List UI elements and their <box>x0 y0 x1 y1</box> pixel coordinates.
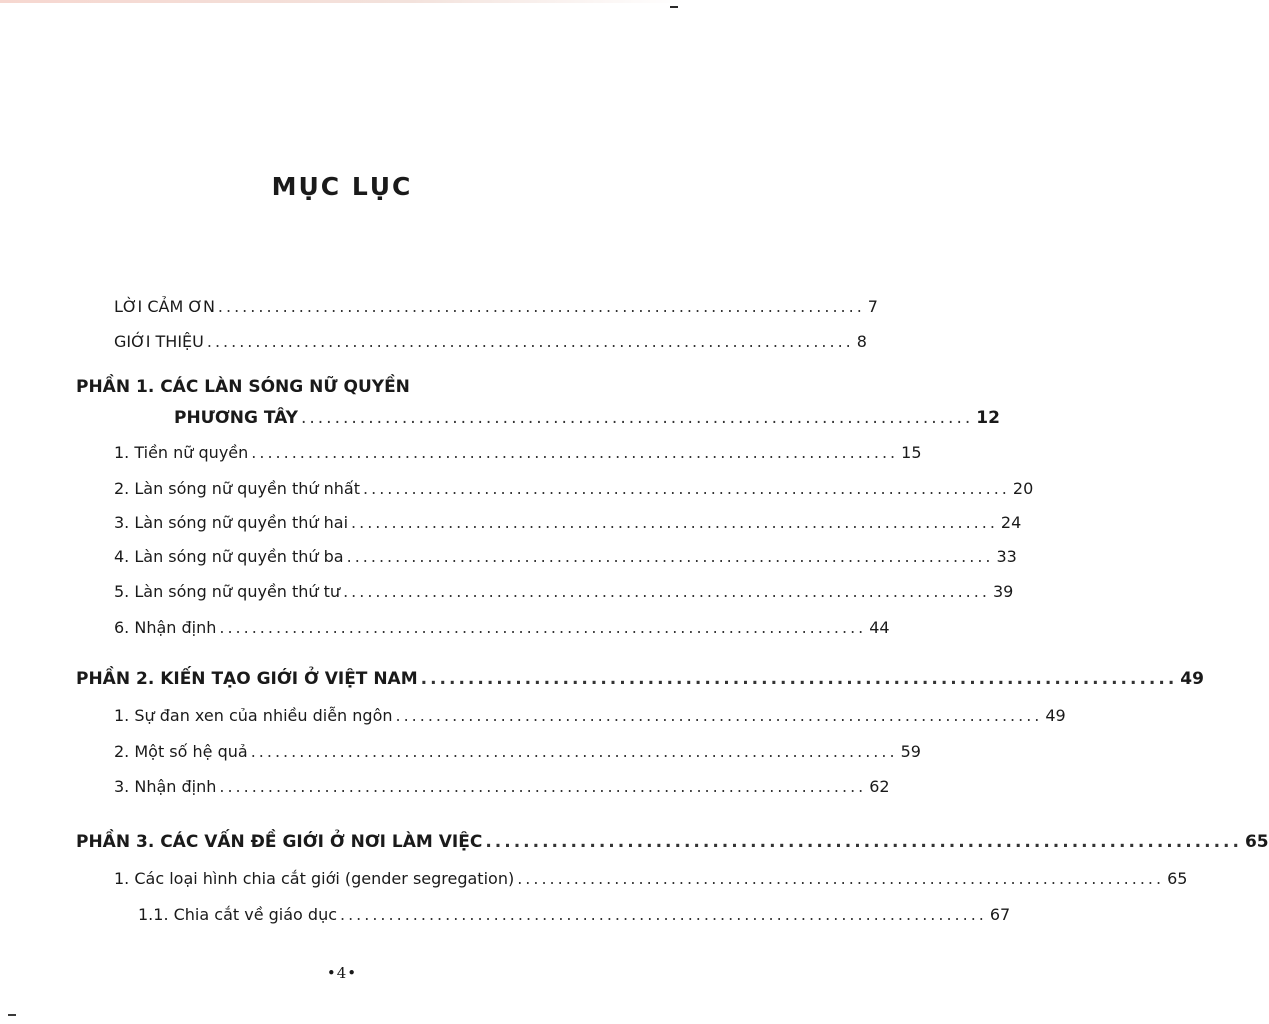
toc-entry-page: 8 <box>856 332 867 351</box>
toc-entry-acknowledgements <box>114 297 878 317</box>
crop-mark-bottom-left <box>8 1014 16 1016</box>
toc-entry <box>114 869 1188 889</box>
leader-dots: ................................................................................ <box>217 297 865 316</box>
toc-entry <box>114 618 890 638</box>
part1-title-line1: PHẦN 1. CÁC LÀN SÓNG NỮ QUYỀN <box>76 377 410 397</box>
leader-dots: ................................................................................ <box>206 332 854 351</box>
leader-dots: ................................................................................ <box>219 618 867 637</box>
toc-entry-label: 1. Tiền nữ quyền <box>114 443 249 462</box>
toc-entry-label: 1. Các loại hình chia cắt giới (gender segregation) <box>114 869 515 888</box>
toc-entry <box>138 905 1011 925</box>
toc-entry-label: 5. Làn sóng nữ quyền thứ tư <box>114 582 341 601</box>
leader-dots: ................................................................................ <box>485 832 1242 852</box>
leader-dots: ................................................................................ <box>343 582 990 601</box>
toc-entry-introduction <box>114 332 867 352</box>
toc-part2-heading <box>76 669 1204 689</box>
toc-entry-page: 39 <box>992 582 1014 601</box>
leader-dots: ................................................................................ <box>340 905 987 924</box>
toc-entry-label: 3. Nhận định <box>114 777 217 796</box>
toc-entry <box>114 547 1017 567</box>
toc-entry-page: 49 <box>1045 706 1066 725</box>
toc-entry <box>114 513 1022 533</box>
page-title: MỤC LỤC <box>271 172 413 201</box>
leader-dots: ................................................................................ <box>351 513 998 532</box>
toc-entry-page: 49 <box>1180 669 1204 689</box>
toc-entry-page: 20 <box>1012 479 1034 498</box>
toc-entry <box>114 742 921 762</box>
toc-entry-label: 1.1. Chia cắt về giáo dục <box>138 905 337 924</box>
leader-dots: ................................................................................ <box>219 777 867 796</box>
toc-entry-page: 44 <box>869 618 890 637</box>
toc-entry <box>114 443 922 463</box>
leader-dots: ................................................................................ <box>363 479 1010 498</box>
toc-entry-page: 67 <box>989 905 1011 924</box>
toc-part1-heading <box>174 408 1000 428</box>
part2-title: PHẦN 2. KIẾN TẠO GIỚI Ở VIỆT NAM <box>76 669 418 689</box>
toc-entry <box>114 777 890 797</box>
toc-entry <box>114 582 1014 602</box>
page-edge-strip <box>0 0 684 3</box>
toc-entry-label: GIỚI THIỆU <box>114 332 204 351</box>
leader-dots: ................................................................................ <box>346 547 994 566</box>
part1-title-line2: PHƯƠNG TÂY <box>174 408 298 428</box>
toc-entry-page: 65 <box>1167 869 1188 888</box>
leader-dots: ................................................................................ <box>395 706 1043 725</box>
toc-entry-label: 3. Làn sóng nữ quyền thứ hai <box>114 513 349 532</box>
toc-entry-page: 59 <box>900 742 921 761</box>
toc-entry-label: 6. Nhận định <box>114 618 217 637</box>
page-number: •4• <box>326 964 358 982</box>
toc-entry-label: LỜI CẢM ƠN <box>114 297 215 316</box>
toc-entry-label: 4. Làn sóng nữ quyền thứ ba <box>114 547 344 566</box>
leader-dots: ................................................................................ <box>300 408 974 428</box>
toc-entry-label: 2. Một số hệ quả <box>114 742 248 761</box>
leader-dots: ................................................................................ <box>250 742 898 761</box>
toc-entry-page: 12 <box>976 408 1000 428</box>
toc-part3-heading <box>76 832 1269 852</box>
toc-entry-page: 62 <box>869 777 890 796</box>
toc-entry-page: 33 <box>996 547 1017 566</box>
toc-entry-page: 7 <box>867 297 878 316</box>
toc-entry-page: 65 <box>1244 832 1269 852</box>
crop-mark-top-right <box>670 6 678 8</box>
toc-entry <box>114 479 1034 499</box>
toc-entry-page: 15 <box>901 443 922 462</box>
leader-dots: ................................................................................ <box>251 443 899 462</box>
toc-entry-label: 1. Sự đan xen của nhiều diễn ngôn <box>114 706 393 725</box>
toc-entry-label: 2. Làn sóng nữ quyền thứ nhất <box>114 479 361 498</box>
part3-title: PHẦN 3. CÁC VẤN ĐỀ GIỚI Ở NƠI LÀM VIỆC <box>76 832 483 852</box>
toc-entry <box>114 706 1066 726</box>
toc-entry-page: 24 <box>1000 513 1022 532</box>
leader-dots: ................................................................................ <box>420 669 1178 689</box>
leader-dots: ................................................................................ <box>517 869 1165 888</box>
